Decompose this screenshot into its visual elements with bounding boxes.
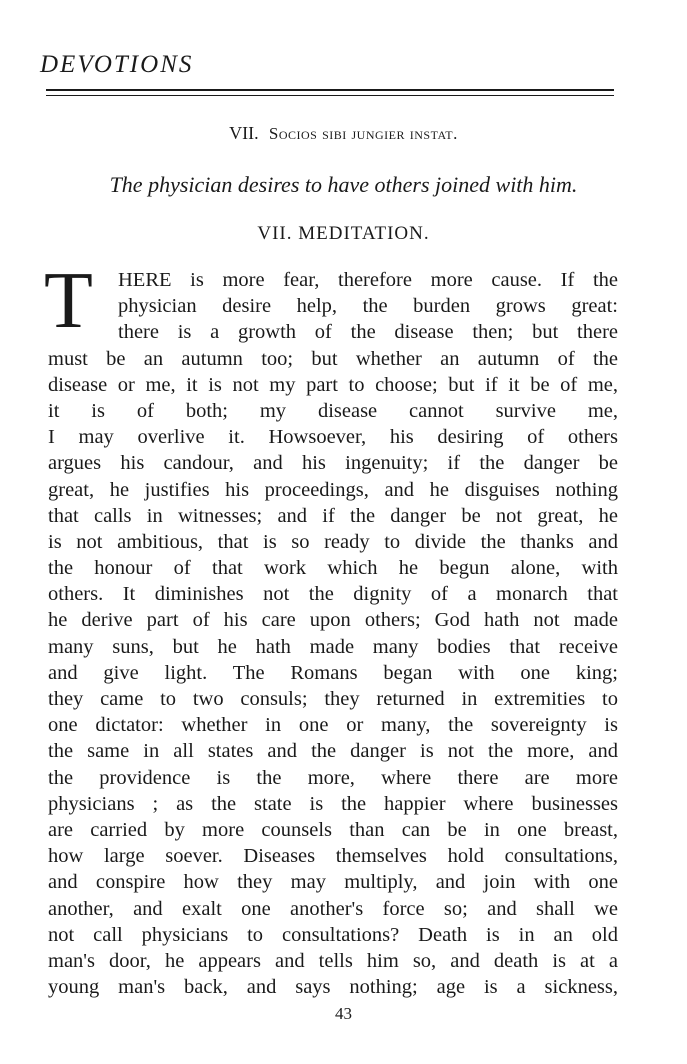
text-line: and give light. The Romans began with one king;: [48, 661, 618, 684]
text-line: how large soever. Diseases themselves hold consultations,: [48, 845, 618, 868]
header-rule-thin: [46, 95, 614, 96]
text-line: disease or me, it is not my part to choose; but if it be of me,: [48, 373, 618, 396]
text-line: are carried by more counsels than can be in one breast,: [48, 818, 618, 841]
drop-cap: T: [44, 257, 93, 345]
text-line: that calls in witnesses; and if the danger be not great, he: [48, 504, 618, 527]
english-heading: The physician desires to have others joined with him.: [109, 172, 578, 197]
text-line: I may overlive it. Howsoever, his desiring of others: [48, 426, 618, 449]
section-heading: VII. MEDITATION.: [257, 223, 430, 244]
text-line: great, he justifies his proceedings, and he disguises nothing: [48, 478, 618, 501]
text-line: HERE is more fear, therefore more cause. If the: [118, 269, 618, 291]
text-line: not call physicians to consultations? Death is in an old: [48, 923, 618, 946]
text-line: the same in all states and the danger is not the more, and: [48, 740, 618, 763]
text-line: is not ambitious, that is so ready to divide the thanks and: [48, 530, 618, 553]
text-line: must be an autumn too; but whether an autumn of the: [48, 347, 618, 370]
latin-heading-text: Socios sibi jungier instat.: [268, 124, 458, 143]
text-line: the honour of that work which he begun alone, with: [48, 557, 618, 580]
latin-heading: [0, 121, 687, 146]
text-line: many suns, but he hath made many bodies that receive: [48, 635, 618, 658]
text-line: they came to two consuls; they returned in extremities to: [48, 688, 618, 710]
text-line: one dictator: whether in one or many, the sovereignty is: [48, 714, 618, 737]
text-line: there is a growth of the disease then; but there: [118, 321, 618, 344]
latin-heading-number: VII.: [229, 123, 259, 143]
text-line: the providence is the more, where there are more: [48, 766, 618, 789]
text-line: others. It diminishes not the dignity of a monarch that: [48, 583, 618, 606]
text-line: it is of both; my disease cannot survive me,: [48, 399, 618, 422]
running-head: DEVOTIONS: [40, 51, 194, 78]
meditation-text: [48, 267, 618, 1000]
text-line: argues his candour, and his ingenuity; if the danger be: [48, 452, 618, 475]
header-rule-thick: [46, 89, 614, 91]
text-line: physicians ; as the state is the happier where businesses: [48, 792, 618, 815]
text-line: man's door, he appears and tells him so, and death is at a: [48, 949, 618, 972]
text-line: he derive part of his care upon others; God hath not made: [48, 609, 618, 632]
page-number: 43: [335, 1004, 352, 1023]
text-line: and conspire how they may multiply, and join with one: [48, 871, 618, 894]
text-line: physician desire help, the burden grows great:: [118, 295, 618, 318]
text-line: another, and exalt one another's force so; and shall we: [48, 897, 618, 920]
text-line: young man's back, and says nothing; age is a sickness,: [48, 976, 618, 999]
